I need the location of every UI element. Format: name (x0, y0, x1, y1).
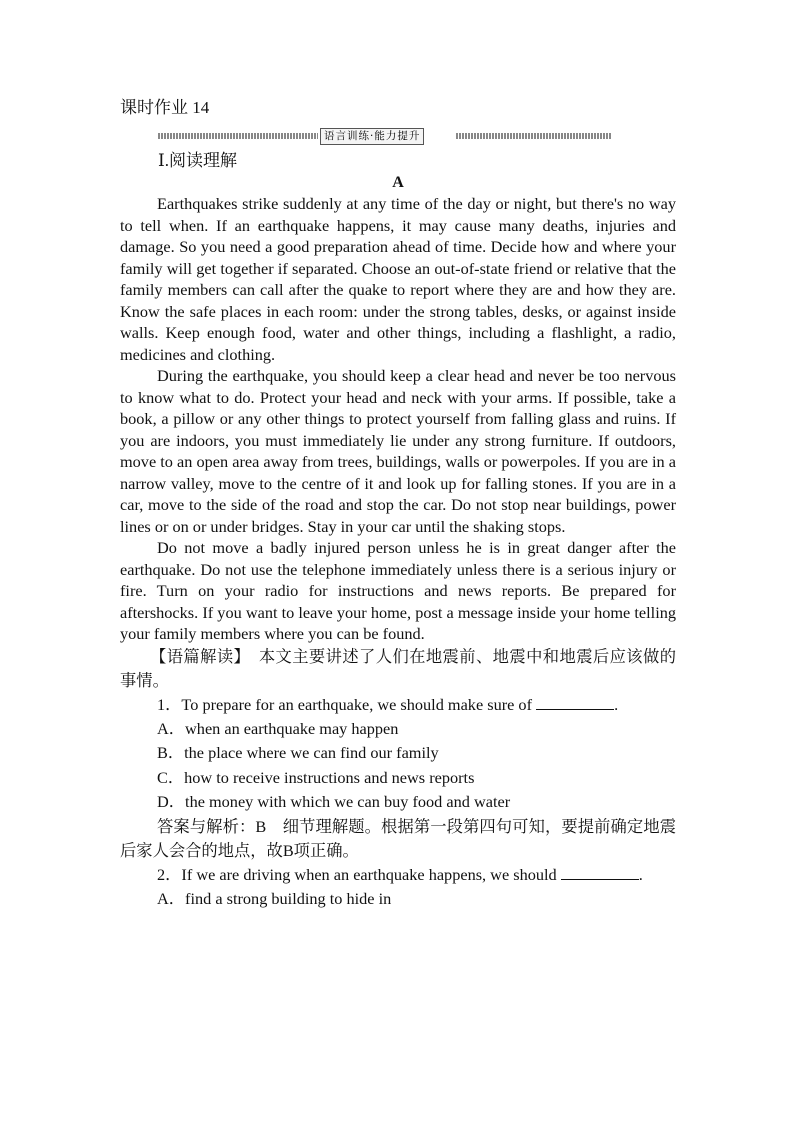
banner-left-rule (158, 133, 318, 139)
passage-label: A (392, 174, 404, 191)
question-1-text: 1．To prepare for an earthquake, we should make sure of (157, 694, 532, 714)
question-1-option-a: A．when an earthquake may happen (157, 718, 399, 738)
section-title: Ⅰ.阅读理解 (158, 151, 237, 170)
question-2-text: 2．If we are driving when an earthquake happens, we should (157, 864, 557, 884)
question-1-period: . (614, 694, 619, 714)
question-1-option-d: D．the money with which we can buy food and water (157, 792, 511, 812)
question-2-option-a: A．find a strong building to hide in (157, 888, 392, 908)
lesson-title: 课时作业 14 (120, 98, 210, 117)
passage-interpretation (120, 645, 676, 693)
question-2-stem (120, 863, 676, 887)
passage-paragraph-1: Earthquakes strike suddenly at any time of the day or night, but there's no way to tell when. If an earthquake happens, it may cause many deaths, injuries and damage. So you need a good preparation ahead of time. Decide how and where your family will get together if separated. Choose an out-of-state friend or relative that the family members can call after the quake to report where they are and how they are. Know the safe places in each room: under the strong tables, desks, or against inside walls. Keep enough food, water and other things, including a flashlight, a radio, medicines and clothing. (120, 194, 676, 364)
question-1-option-c: C．how to receive instructions and news reports (157, 767, 475, 787)
worksheet-page (120, 96, 676, 911)
section-banner (120, 128, 676, 144)
banner-label: 语言训练·能力提升 (320, 128, 424, 145)
question-2-period: . (638, 864, 643, 884)
question-1-answer: 答案与解析：B 细节理解题。根据第一段第四句可知，要提前确定地震后家人会合的地点，故B项正确。 (120, 816, 676, 860)
passage-paragraph-2: During the earthquake, you should keep a clear head and never be too nervous to know what to do. Protect your head and neck with your arms. If possible, take a book, a pillow or any other things to protect yourself from falling glass and ruins. If you are indoors, you must immediately lie under any strong furniture. If outdoors, move to an open area away from trees, buildings, walls or powerpoles. If you are in a narrow valley, move to the centre of it and look up for falling stones. If you are in a car, move to the side of the road and stop the car. Do not stop near buildings, power lines or on or under bridges. Stay in your car until the shaking stops. (120, 366, 676, 536)
answer-blank (561, 865, 639, 880)
question-1-option-b: B．the place where we can find our family (157, 743, 439, 763)
question-1-stem (120, 693, 676, 717)
banner-right-rule (456, 133, 612, 139)
interpretation-label: 【语篇解读】 (150, 646, 243, 666)
answer-blank (536, 695, 614, 710)
passage-paragraph-3: Do not move a badly injured person unless he is in great danger after the earthquake. Do not use the telephone immediately unless there is a serious injury or fire. Turn on your radio for instructions and news reports. Be prepared for aftershocks. If you want to leave your home, post a message inside your home telling your family members where you can be found. (120, 538, 676, 643)
interpretation-text: 本文主要讲述了人们在地震前、地震中和地震后应该做的事情。 (120, 646, 676, 690)
